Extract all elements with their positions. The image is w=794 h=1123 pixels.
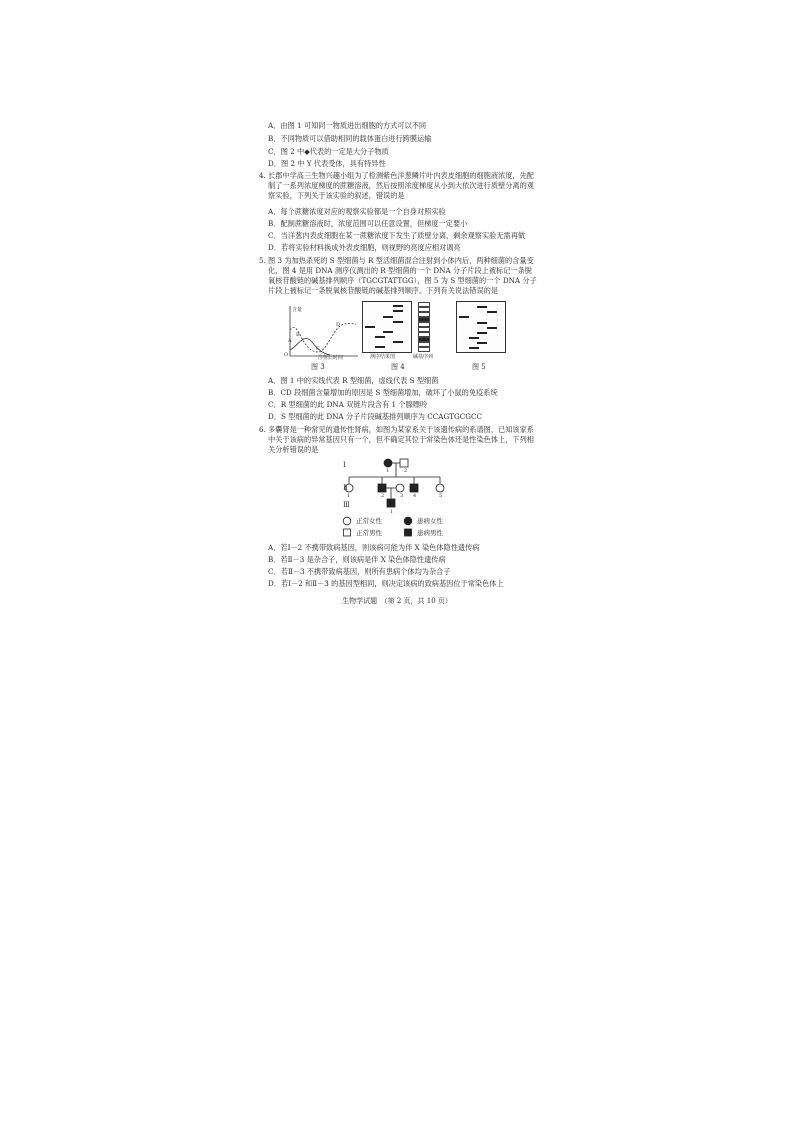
gel-band [383, 316, 393, 318]
q5-option-c: C．R 型细菌的此 DNA 双链片段含有 1 个腺嘌呤 [268, 400, 428, 409]
q4-option-c: C．当洋葱内表皮细胞在某一蔗糖浓度下发生了质壁分离，剩余观察实验无需再做 [268, 231, 526, 240]
q5-option-d: D．S 型细菌的此 DNA 分子片段碱基排列顺序为 CCAGTGCGCC [268, 412, 482, 421]
gel-band [365, 326, 375, 328]
gel-band [393, 310, 403, 312]
gel-band [477, 322, 487, 324]
gel-band [375, 346, 385, 348]
pedigree-legend-symbols [342, 516, 422, 538]
figure-3-caption: 图 3 [311, 363, 325, 371]
q3-option-b: B．不同物质可以借助相同的载体蛋白进行跨膜运输 [268, 134, 432, 143]
generation-iii-label: Ⅲ [343, 501, 350, 509]
gel-band [477, 332, 487, 334]
figure-5-gel [456, 301, 506, 353]
generation-i-label: Ⅰ [343, 461, 346, 469]
q4-stem: 长郡中学高三生物兴趣小组为了检测紫色洋葱鳞片叶内表皮细胞的细胞液浓度，先配制了一系列浓度梯度的蔗糖溶液，然后按照浓度梯度从小到大依次进行质壁分离的观察实验，下列关于该实验的叙述，错误的是 [268, 171, 534, 200]
gel-band [459, 316, 469, 318]
figure-3-label-b: B [296, 332, 300, 338]
pedigree-ii-3: 3 [400, 493, 404, 499]
pedigree-i-1: 1 [386, 468, 390, 474]
legend-normal-female: 正常女性 [356, 517, 382, 525]
gel-band [469, 337, 479, 339]
q6-option-c: C．若Ⅱ－3 不携带致病基因，则所有患病个体均为杂合子 [268, 567, 451, 576]
figure-5-caption: 图 5 [472, 363, 486, 371]
legend-affected-male: 患病男性 [417, 529, 443, 537]
gel-band [393, 305, 403, 307]
q4-number: 4. [259, 171, 266, 180]
gel-band [393, 321, 403, 323]
gel-band [469, 347, 479, 349]
gel-band [383, 331, 393, 333]
gel-band [375, 336, 385, 338]
q5-number: 5. [259, 256, 266, 265]
figure-4-sequence-column [416, 302, 432, 352]
q4-option-d: D．若将实验材料换成外表皮细胞，则视野的亮度应相对调亮 [268, 243, 461, 252]
q5-option-a: A．图 1 中的实线代表 R 型细菌，虚线代表 S 型细菌 [268, 376, 439, 385]
page-footer: 生物学试题 （第 2 页，共 10 页） [342, 597, 452, 605]
q6-option-b: B．若Ⅱ－3 是杂合子，则该病是伴 X 染色体隐性遗传病 [268, 555, 446, 564]
figure-3-label-c: C [316, 346, 320, 352]
pedigree-i-2: 2 [404, 468, 408, 474]
q3-option-d: D．图 2 中 Y 代表受体，具有特异性 [268, 159, 386, 168]
legend-normal-male: 正常男性 [356, 529, 382, 537]
q4-option-a: A．每个蔗糖浓度对应的观察实验都是一个自身对照实验 [268, 207, 446, 216]
sequence-slot [418, 347, 430, 352]
q4-option-b: B．配制蔗糖溶液时，浓度范围可以任意设置，但梯度一定要小 [268, 219, 468, 228]
figure-4-gel [362, 301, 412, 353]
figure-4-right-caption: 碱基序列 [413, 354, 434, 360]
pedigree-ii-1: 1 [347, 493, 351, 499]
figure-3-xlabel: 注射后时间 [318, 355, 344, 361]
legend-affected-female: 患病女性 [417, 517, 443, 525]
figure-3-label-a: A [288, 338, 292, 344]
q5-option-b: B．CD 段细菌含量增加的原因是 S 型细菌增加，破坏了小鼠的免疫系统 [268, 388, 498, 397]
figure-3-ylabel: 含量 [292, 307, 303, 313]
gel-band [477, 342, 487, 344]
gel-band [393, 341, 403, 343]
gel-band [487, 311, 497, 313]
pedigree-ii-4: 4 [413, 493, 417, 499]
q6-option-a: A．若Ⅰ－2 不携带致病基因，则该病可能为伴 X 染色体隐性遗传病 [268, 543, 480, 552]
figure-3-origin: O [284, 352, 289, 358]
pedigree-ii-2: 2 [381, 493, 385, 499]
pedigree-ii-5: 5 [439, 493, 443, 499]
q6-number: 6. [259, 425, 266, 434]
gel-band [487, 327, 497, 329]
gel-band [477, 306, 487, 308]
q6-option-d: D．若Ⅰ－2 和Ⅱ－3 的基因型相同，则决定该病的致病基因位于常染色体上 [268, 579, 504, 588]
q5-stem: 图 3 为加热杀死的 S 型细菌与 R 型活细菌混合注射到小体内后，两种细菌的含量变化，图 4 是用 DNA 测序仪测出的 R 型细菌的一个 DNA 分子片段上被标记一条脱氧核苷酸链的碱基排列顺序（TGCGTATTGG），图 5 为 S 型细菌的一个 DNA 分子片段上被标记一条脱氧核苷酸链的碱基排列顺序。下列有关说法错误的是 [268, 256, 537, 295]
figure-4-caption: 图 4 [391, 363, 405, 371]
generation-ii-label: Ⅱ [343, 484, 348, 492]
figure-3-label-d: D [336, 322, 341, 328]
pedigree-iii-1: 1 [390, 509, 394, 515]
q6-stem: 多囊肾是一种常见的遗传性肾病，如图为某家系关于该遗传病的系谱图，已知该家系中关于该病的异常基因只有一个，但不确定其位于常染色体还是性染色体上，下列相关分析错误的是 [268, 425, 534, 454]
figure-4-left-caption: 测序结果图 [370, 354, 396, 360]
pedigree-chart [340, 455, 460, 517]
q3-option-c: C．图 2 中◆代表的一定是大分子物质 [268, 147, 389, 156]
q3-option-a: A．由图 1 可知同一物质进出细胞的方式可以不同 [268, 121, 427, 130]
